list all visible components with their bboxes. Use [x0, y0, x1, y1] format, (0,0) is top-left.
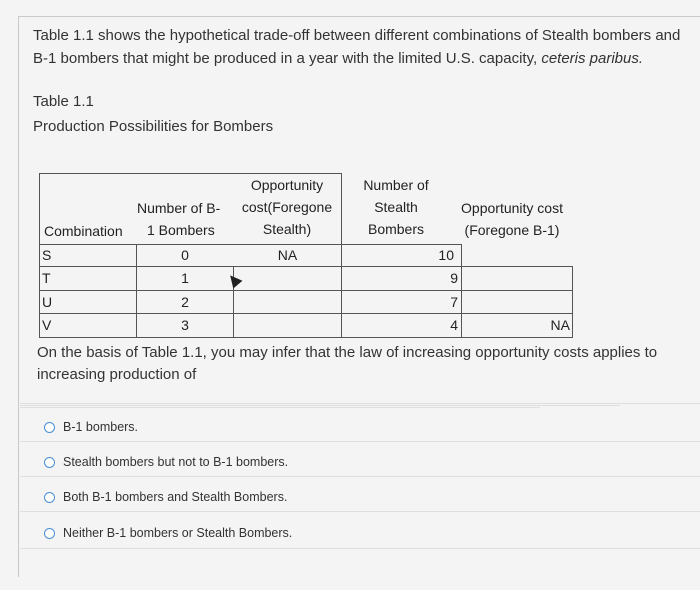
header-text: 1 Bombers [147, 222, 215, 238]
table-caption-number: Table 1.1 [33, 93, 94, 110]
header-text: Stealth [374, 199, 418, 215]
intro-italic-text: ceteris paribus. [541, 50, 644, 67]
cell-stealth: 10 [438, 247, 454, 263]
header-text: Number of B- [137, 200, 221, 216]
header-opportunity-cost-stealth [233, 174, 341, 240]
radio-button-icon[interactable] [44, 457, 55, 468]
cell-stealth: 9 [450, 270, 458, 286]
divider [20, 403, 700, 404]
cell-opp-stealth: NA [277, 247, 298, 263]
cell-b1: 2 [181, 294, 189, 310]
cell-stealth: 7 [450, 294, 458, 310]
grid-line [39, 337, 572, 338]
cell-b1: 0 [181, 247, 189, 263]
option-label: Neither B-1 bombers or Stealth Bombers. [63, 526, 293, 540]
cell-combination: S [42, 247, 52, 263]
table-caption-title: Production Possibilities for Bombers [33, 118, 274, 135]
answer-option-b1-bombers[interactable] [44, 420, 138, 434]
cell-b1: 3 [181, 317, 189, 333]
grid-line [39, 266, 572, 267]
divider [20, 548, 700, 549]
intro-text: Table 1.1 shows the hypothetical trade-off between different combinations of Stealth bombers and B-1 bombers that might be produced in a year with the limited U.S. capacity, [33, 27, 681, 67]
header-text: (Foregone B-1) [464, 222, 560, 238]
grid-line [39, 313, 572, 314]
option-label: B-1 bombers. [63, 420, 139, 434]
radio-button-icon[interactable] [44, 528, 55, 539]
answer-option-both[interactable] [44, 490, 287, 504]
grid-line [39, 244, 461, 245]
header-text: Stealth) [262, 221, 312, 237]
divider [20, 407, 540, 408]
answer-option-neither[interactable] [44, 526, 292, 540]
header-text: Opportunity [250, 177, 324, 193]
option-label: Stealth bombers but not to B-1 bombers. [63, 455, 289, 469]
cell-stealth: 4 [450, 317, 458, 333]
divider [20, 441, 700, 442]
header-b1-bombers [137, 197, 233, 241]
option-label: Both B-1 bombers and Stealth Bombers. [63, 490, 288, 504]
header-opportunity-cost-b1 [452, 197, 572, 241]
divider [20, 405, 620, 406]
radio-button-icon[interactable] [44, 492, 55, 503]
header-combination: Combination [44, 223, 123, 239]
divider [20, 511, 700, 512]
header-text: Opportunity cost [461, 200, 563, 216]
header-text: cost(Foregone [241, 199, 333, 215]
grid-line [572, 266, 573, 338]
cell-combination: T [42, 270, 51, 286]
grid-line [39, 290, 572, 291]
divider [20, 476, 700, 477]
radio-button-icon[interactable] [44, 422, 55, 433]
header-text: Number of [363, 177, 429, 193]
cell-opp-b1: NA [550, 317, 570, 333]
cell-combination: U [42, 294, 53, 310]
cell-b1: 1 [181, 270, 189, 286]
grid-line [39, 173, 40, 338]
answer-option-stealth-only[interactable] [44, 455, 288, 469]
question-text: On the basis of Table 1.1, you may infer that the law of increasing opportunity costs applies to increasing production of [37, 344, 658, 383]
intro-paragraph [33, 24, 698, 70]
cell-combination: V [42, 317, 52, 333]
header-stealth-bombers [342, 174, 450, 240]
header-text: Bombers [367, 221, 425, 237]
